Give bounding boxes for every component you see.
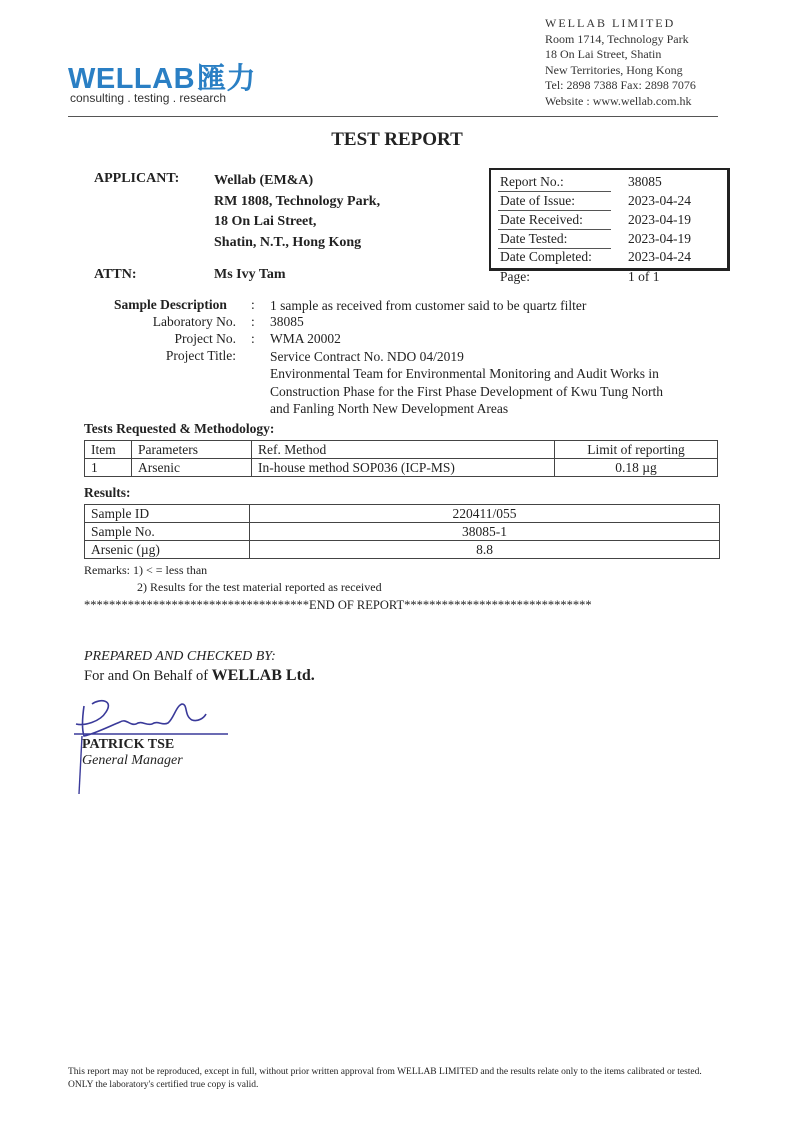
table-cell: Sample No.: [85, 523, 250, 541]
applicant-line: RM 1808, Technology Park,: [214, 193, 381, 209]
table-header-cell: Limit of reporting: [555, 441, 718, 459]
attn-value: Ms Ivy Tam: [214, 267, 286, 282]
signatory-role: General Manager: [82, 753, 183, 768]
table-cell: 0.18 µg: [555, 459, 718, 477]
prepared-by-label: PREPARED AND CHECKED BY:: [84, 649, 276, 664]
table-header-cell: Ref. Method: [252, 441, 555, 459]
table-row: [85, 459, 718, 477]
sample-description-label: Sample Description: [114, 297, 227, 312]
table-row: [85, 541, 720, 559]
table-header-row: [85, 441, 718, 459]
table-header-cell: Parameters: [132, 441, 252, 459]
remarks-line-1: Remarks: 1) < = less than: [84, 563, 208, 577]
applicant-label: APPLICANT:: [94, 171, 180, 186]
tested-date-label: Date Tested:: [500, 231, 568, 246]
row-divider: [498, 191, 611, 192]
table-cell: 1: [85, 459, 132, 477]
project-title-line: Service Contract No. NDO 04/2019: [270, 349, 464, 364]
colon: :: [251, 331, 255, 346]
row-divider: [498, 229, 611, 230]
results-table: [84, 504, 720, 559]
tests-table: [84, 440, 718, 477]
signatory-name: PATRICK TSE: [82, 737, 175, 752]
project-title-line: Construction Phase for the First Phase Development of Kwu Tung North: [270, 383, 663, 399]
laboratory-no-value: 38085: [270, 314, 304, 329]
company-address-block: [545, 16, 696, 110]
phone-fax: Tel: 2898 7388 Fax: 2898 7076: [545, 78, 696, 93]
tests-heading: Tests Requested & Methodology:: [84, 421, 275, 436]
table-cell: Sample ID: [85, 505, 250, 523]
table-cell: In-house method SOP036 (ICP-MS): [252, 459, 555, 477]
sample-description-value: 1 sample as received from customer said to be quartz filter: [270, 298, 587, 313]
report-info-box: [489, 168, 730, 271]
project-title-line: Environmental Team for Environmental Monitoring and Audit Works in: [270, 366, 659, 382]
logo-tagline: consulting . testing . research: [70, 91, 227, 105]
colon: :: [251, 314, 255, 329]
row-divider: [498, 210, 611, 211]
table-cell: Arsenic (µg): [85, 541, 250, 559]
report-no-value: 38085: [628, 174, 662, 189]
table-cell: Arsenic: [132, 459, 252, 477]
completed-date-value: 2023-04-24: [628, 249, 691, 264]
project-title-line: and Fanling North New Development Areas: [270, 400, 509, 416]
received-date-value: 2023-04-19: [628, 212, 691, 227]
report-no-label: Report No.:: [500, 174, 564, 189]
project-title-value: [270, 348, 663, 417]
on-behalf-prefix: For and On Behalf of: [84, 668, 212, 684]
issue-date-label: Date of Issue:: [500, 193, 575, 208]
received-date-label: Date Received:: [500, 212, 583, 227]
table-row: [85, 523, 720, 541]
address-line: New Territories, Hong Kong: [545, 62, 683, 77]
page-title: TEST REPORT: [331, 129, 463, 150]
footer-disclaimer: This report may not be reproduced, except in full, without prior written approval from WELLAB LIMITED and the results relate only to the items calibrated or tested. ONLY the laboratory's certified true copy is valid.: [68, 1067, 702, 1090]
company-name: WELLAB LIMITED: [545, 16, 676, 30]
applicant-line: Wellab (EM&A): [214, 173, 314, 188]
on-behalf-line: [84, 667, 315, 685]
project-no-label: Project No.: [174, 331, 236, 346]
table-cell: 8.8: [250, 541, 720, 559]
tested-date-value: 2023-04-19: [628, 231, 691, 246]
table-cell: 38085-1: [250, 523, 720, 541]
colon: :: [251, 297, 255, 312]
table-row: [85, 505, 720, 523]
completed-date-label: Date Completed:: [500, 249, 592, 264]
laboratory-no-label: Laboratory No.: [152, 314, 236, 329]
website: Website : www.wellab.com.hk: [545, 93, 692, 108]
page-value: 1 of 1: [628, 269, 660, 284]
page-label: Page:: [500, 269, 530, 284]
results-heading: Results:: [84, 485, 131, 500]
project-title-label: Project Title:: [165, 348, 236, 363]
project-no-value: WMA 20002: [270, 331, 341, 346]
applicant-address: [214, 171, 380, 253]
remarks-line-2: 2) Results for the test material reported as received: [137, 580, 382, 594]
applicant-line: 18 On Lai Street,: [214, 214, 317, 229]
logo-name: WELLAB: [68, 63, 196, 95]
applicant-line: Shatin, N.T., Hong Kong: [214, 234, 362, 250]
header-divider: [68, 116, 718, 117]
on-behalf-company: WELLAB Ltd.: [211, 667, 315, 684]
attn-label: ATTN:: [94, 267, 137, 282]
end-of-report: ************************************END OF REPORT******************************: [84, 598, 592, 612]
address-line: Room 1714, Technology Park: [545, 31, 689, 46]
issue-date-value: 2023-04-24: [628, 193, 691, 208]
address-line: 18 On Lai Street, Shatin: [545, 47, 662, 62]
table-cell: 220411/055: [250, 505, 720, 523]
table-header-cell: Item: [85, 441, 132, 459]
logo-chinese: 匯力: [197, 63, 257, 95]
